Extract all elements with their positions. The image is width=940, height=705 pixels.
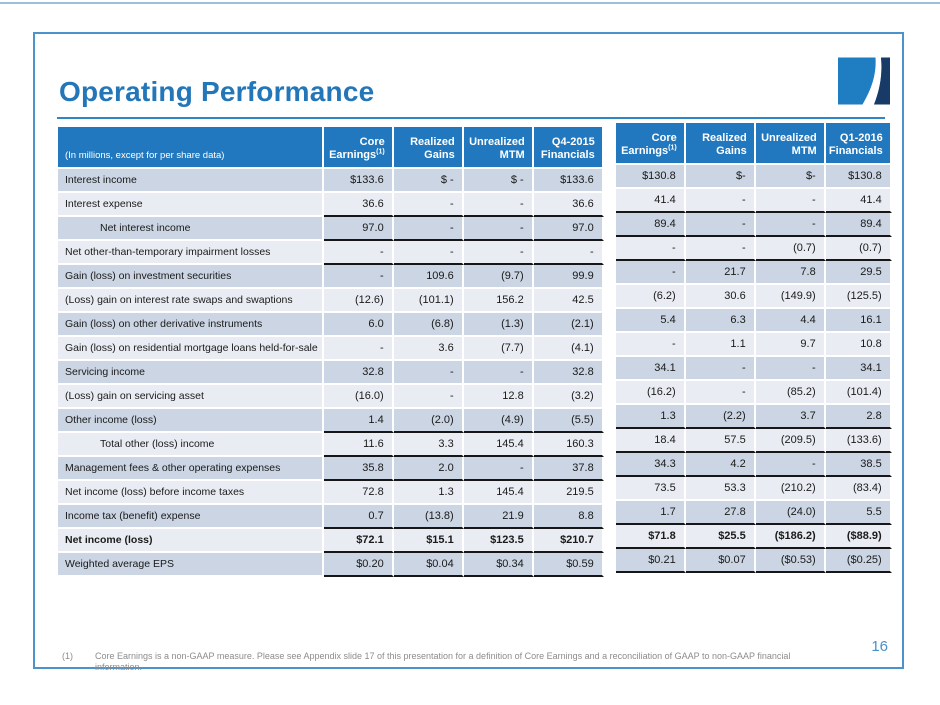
value-cell: 219.5	[534, 481, 604, 505]
value-cell: $0.59	[534, 553, 604, 577]
table-row	[58, 217, 604, 241]
value-cell: (125.5)	[826, 285, 892, 309]
table-row	[616, 429, 892, 453]
value-cell: 72.8	[324, 481, 394, 505]
value-cell: -	[394, 241, 464, 265]
value-cell: 1.3	[616, 405, 686, 429]
q4-2015-table	[58, 127, 604, 577]
value-cell: -	[464, 193, 534, 217]
header-row	[616, 123, 892, 165]
column-header-core-earnings-q4: Core Earnings$^{(1)}$	[324, 127, 394, 169]
value-cell: 18.4	[616, 429, 686, 453]
page-title: Operating Performance	[59, 76, 375, 107]
value-cell: 3.6	[394, 337, 464, 361]
value-cell: 7.8	[756, 261, 826, 285]
title-underline	[57, 117, 885, 119]
value-cell: 27.8	[686, 501, 756, 525]
table-row	[58, 289, 604, 313]
table-row	[616, 549, 892, 573]
value-cell: (16.0)	[324, 385, 394, 409]
value-cell: 6.3	[686, 309, 756, 333]
row-label: Servicing income	[58, 361, 324, 385]
value-cell: 145.4	[464, 433, 534, 457]
value-cell: 1.4	[324, 409, 394, 433]
value-cell: 4.2	[686, 453, 756, 477]
value-cell: (149.9)	[756, 285, 826, 309]
value-cell: (0.7)	[756, 237, 826, 261]
value-cell: (3.2)	[534, 385, 604, 409]
value-cell: $ -	[464, 169, 534, 193]
value-cell: (9.7)	[464, 265, 534, 289]
value-cell: $0.07	[686, 549, 756, 573]
value-cell: (83.4)	[826, 477, 892, 501]
value-cell: -	[686, 213, 756, 237]
value-cell: 2.8	[826, 405, 892, 429]
value-cell: -	[616, 333, 686, 357]
value-cell: 34.1	[826, 357, 892, 381]
value-cell: -	[756, 189, 826, 213]
value-cell: -	[324, 265, 394, 289]
column-header-unrealized-mtm-q4: Unrealized MTM	[464, 127, 534, 169]
row-label: Gain (loss) on other derivative instruments	[58, 313, 324, 337]
column-header-unrealized-mtm-q1: Unrealized MTM	[756, 123, 826, 165]
table-row	[58, 409, 604, 433]
footnote	[62, 651, 807, 673]
table-row	[616, 381, 892, 405]
value-cell: $15.1	[394, 529, 464, 553]
value-cell: 6.0	[324, 313, 394, 337]
value-cell: -	[686, 189, 756, 213]
table-row	[616, 525, 892, 549]
value-cell: $133.6	[534, 169, 604, 193]
value-cell: (0.7)	[826, 237, 892, 261]
value-cell: $-	[686, 165, 756, 189]
value-cell: 36.6	[534, 193, 604, 217]
company-logo-icon	[838, 57, 890, 105]
value-cell: -	[464, 457, 534, 481]
value-cell: ($0.53)	[756, 549, 826, 573]
value-cell: $210.7	[534, 529, 604, 553]
value-cell: ($88.9)	[826, 525, 892, 549]
value-cell: 21.7	[686, 261, 756, 285]
table-row	[58, 553, 604, 577]
value-cell: 10.8	[826, 333, 892, 357]
value-cell: 36.6	[324, 193, 394, 217]
value-cell: $0.04	[394, 553, 464, 577]
value-cell: 9.7	[756, 333, 826, 357]
table-row	[58, 313, 604, 337]
value-cell: ($186.2)	[756, 525, 826, 549]
header-row	[58, 127, 604, 169]
row-label: Net other-than-temporary impairment losses	[58, 241, 324, 265]
table-row	[58, 457, 604, 481]
value-cell: (210.2)	[756, 477, 826, 501]
row-label: Net income (loss) before income taxes	[58, 481, 324, 505]
value-cell: -	[686, 381, 756, 405]
value-cell: -	[324, 337, 394, 361]
row-label: Other income (loss)	[58, 409, 324, 433]
value-cell: 0.7	[324, 505, 394, 529]
value-cell: -	[756, 453, 826, 477]
footnote-marker: (1)	[62, 651, 73, 661]
column-header-realized-gains-q4: Realized Gains	[394, 127, 464, 169]
value-cell: 21.9	[464, 505, 534, 529]
value-cell: (2.0)	[394, 409, 464, 433]
q1-2016-table	[616, 123, 892, 573]
row-label: Net income (loss)	[58, 529, 324, 553]
value-cell: 53.3	[686, 477, 756, 501]
table-row	[616, 333, 892, 357]
value-cell: 16.1	[826, 309, 892, 333]
value-cell: 99.9	[534, 265, 604, 289]
column-header-q4-2015-financials: Q4-2015 Financials	[534, 127, 604, 169]
value-cell: 5.5	[826, 501, 892, 525]
value-cell: 4.4	[756, 309, 826, 333]
value-cell: $71.8	[616, 525, 686, 549]
value-cell: 11.6	[324, 433, 394, 457]
value-cell: 30.6	[686, 285, 756, 309]
value-cell: -	[394, 217, 464, 241]
value-cell: $123.5	[464, 529, 534, 553]
operating-performance-tables	[58, 127, 892, 577]
column-header-q1-2016-financials: Q1-2016 Financials	[826, 123, 892, 165]
table-row	[616, 285, 892, 309]
table-row	[616, 477, 892, 501]
value-cell: 3.7	[756, 405, 826, 429]
value-cell: -	[686, 237, 756, 261]
table-row	[58, 361, 604, 385]
value-cell: (101.1)	[394, 289, 464, 313]
value-cell: 42.5	[534, 289, 604, 313]
value-cell: 1.1	[686, 333, 756, 357]
table-row	[58, 193, 604, 217]
value-cell: -	[616, 261, 686, 285]
table-row	[58, 481, 604, 505]
top-edge-rule	[0, 2, 940, 4]
value-cell: $72.1	[324, 529, 394, 553]
value-cell: 3.3	[394, 433, 464, 457]
value-cell: (6.8)	[394, 313, 464, 337]
value-cell: $0.21	[616, 549, 686, 573]
value-cell: -	[464, 241, 534, 265]
value-cell: 160.3	[534, 433, 604, 457]
table-row	[58, 433, 604, 457]
table-row	[58, 337, 604, 361]
value-cell: -	[616, 237, 686, 261]
column-header-core-earnings-q1: Core Earnings$^{(1)}$	[616, 123, 686, 165]
value-cell: -	[756, 213, 826, 237]
value-cell: -	[324, 241, 394, 265]
value-cell: 5.4	[616, 309, 686, 333]
table-row	[58, 169, 604, 193]
value-cell: -	[464, 217, 534, 241]
value-cell: $25.5	[686, 525, 756, 549]
value-cell: -	[464, 361, 534, 385]
table-row	[616, 501, 892, 525]
value-cell: -	[394, 361, 464, 385]
table-row	[58, 529, 604, 553]
value-cell: $ -	[394, 169, 464, 193]
value-cell: (6.2)	[616, 285, 686, 309]
value-cell: 89.4	[826, 213, 892, 237]
value-cell: -	[756, 357, 826, 381]
table-row	[616, 261, 892, 285]
value-cell: $133.6	[324, 169, 394, 193]
value-cell: (24.0)	[756, 501, 826, 525]
value-cell: $130.8	[826, 165, 892, 189]
row-label: Income tax (benefit) expense	[58, 505, 324, 529]
table-row	[616, 189, 892, 213]
row-label: Gain (loss) on residential mortgage loans held-for-sale	[58, 337, 324, 361]
value-cell: 41.4	[826, 189, 892, 213]
value-cell: 32.8	[324, 361, 394, 385]
value-cell: -	[686, 357, 756, 381]
value-cell: (5.5)	[534, 409, 604, 433]
page-number: 16	[871, 638, 888, 655]
value-cell: 38.5	[826, 453, 892, 477]
row-label: Total other (loss) income	[58, 433, 324, 457]
value-cell: 109.6	[394, 265, 464, 289]
value-cell: 97.0	[534, 217, 604, 241]
table-row	[58, 241, 604, 265]
table-row	[58, 505, 604, 529]
value-cell: 8.8	[534, 505, 604, 529]
value-cell: (209.5)	[756, 429, 826, 453]
table-row	[616, 357, 892, 381]
table-row	[58, 385, 604, 409]
value-cell: 57.5	[686, 429, 756, 453]
table-row	[616, 237, 892, 261]
table-row	[616, 165, 892, 189]
row-label: Management fees & other operating expenses	[58, 457, 324, 481]
value-cell: (12.6)	[324, 289, 394, 313]
value-cell: 145.4	[464, 481, 534, 505]
value-cell: $0.20	[324, 553, 394, 577]
value-cell: ($0.25)	[826, 549, 892, 573]
value-cell: -	[394, 193, 464, 217]
value-cell: (101.4)	[826, 381, 892, 405]
value-cell: $0.34	[464, 553, 534, 577]
value-cell: $-	[756, 165, 826, 189]
row-label: Gain (loss) on investment securities	[58, 265, 324, 289]
value-cell: 12.8	[464, 385, 534, 409]
value-cell: (1.3)	[464, 313, 534, 337]
value-cell: 37.8	[534, 457, 604, 481]
value-cell: $130.8	[616, 165, 686, 189]
row-label: (Loss) gain on servicing asset	[58, 385, 324, 409]
footnote-text: Core Earnings is a non-GAAP measure. Please see Appendix slide 17 of this presentation for a definition of Core Earnings and a reconciliation of GAAP to non-GAAP financial information.	[95, 651, 791, 672]
value-cell: 29.5	[826, 261, 892, 285]
value-cell: -	[534, 241, 604, 265]
value-cell: (7.7)	[464, 337, 534, 361]
value-cell: (85.2)	[756, 381, 826, 405]
value-cell: 1.3	[394, 481, 464, 505]
value-cell: 41.4	[616, 189, 686, 213]
row-label: Interest expense	[58, 193, 324, 217]
value-cell: (133.6)	[826, 429, 892, 453]
table-row	[616, 309, 892, 333]
value-cell: (16.2)	[616, 381, 686, 405]
table-row	[616, 453, 892, 477]
value-cell: (13.8)	[394, 505, 464, 529]
value-cell: 156.2	[464, 289, 534, 313]
value-cell: 34.3	[616, 453, 686, 477]
value-cell: 73.5	[616, 477, 686, 501]
row-label: Interest income	[58, 169, 324, 193]
value-cell: (2.2)	[686, 405, 756, 429]
row-label: Weighted average EPS	[58, 553, 324, 577]
value-cell: (4.1)	[534, 337, 604, 361]
column-header-realized-gains-q1: Realized Gains	[686, 123, 756, 165]
value-cell: 89.4	[616, 213, 686, 237]
row-label-header: (In millions, except for per share data)	[58, 127, 324, 169]
row-label: Net interest income	[58, 217, 324, 241]
value-cell: (2.1)	[534, 313, 604, 337]
table-row	[58, 265, 604, 289]
value-cell: 97.0	[324, 217, 394, 241]
value-cell: 2.0	[394, 457, 464, 481]
row-label: (Loss) gain on interest rate swaps and swaptions	[58, 289, 324, 313]
value-cell: 34.1	[616, 357, 686, 381]
value-cell: 1.7	[616, 501, 686, 525]
value-cell: 32.8	[534, 361, 604, 385]
value-cell: 35.8	[324, 457, 394, 481]
value-cell: -	[394, 385, 464, 409]
value-cell: (4.9)	[464, 409, 534, 433]
table-row	[616, 213, 892, 237]
table-row	[616, 405, 892, 429]
